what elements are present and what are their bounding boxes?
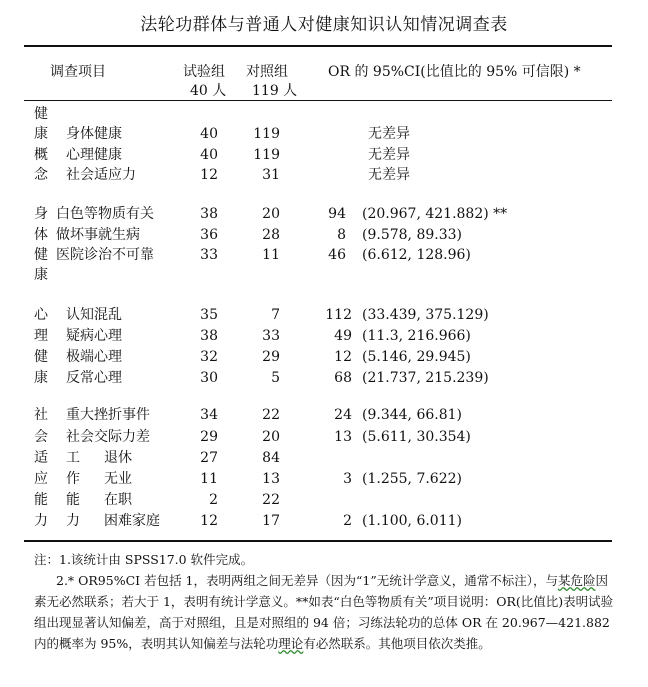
row-group1: 30 <box>200 370 218 386</box>
category-char: 社 <box>34 407 48 423</box>
row-item: 在职 <box>104 492 132 508</box>
table-notes <box>34 549 614 654</box>
row-or: 94 <box>328 206 346 222</box>
row-group1: 36 <box>200 227 218 243</box>
row-item: 社会交际力差 <box>66 429 150 445</box>
row-group2: 13 <box>262 471 280 487</box>
row-or: 68 <box>334 370 352 386</box>
category-char: 适 <box>34 450 48 466</box>
row-group1: 34 <box>200 407 218 423</box>
row-item: 疑病心理 <box>66 328 122 344</box>
category-char: 力 <box>34 513 48 529</box>
note-2 <box>34 570 614 654</box>
row-group2: 29 <box>262 349 280 365</box>
row-item: 反常心理 <box>66 370 122 386</box>
subcategory-char: 力 <box>66 513 80 529</box>
subcategory-char: 能 <box>66 492 80 508</box>
note-2-underlined: 理论 <box>278 636 304 651</box>
category-char: 健 <box>34 106 48 122</box>
header-rule <box>24 100 612 101</box>
row-item: 医院诊治不可靠 <box>56 247 154 263</box>
header-group2: 对照组 <box>246 64 288 80</box>
row-group1: 32 <box>200 349 218 365</box>
category-char: 应 <box>34 471 48 487</box>
row-item: 社会适应力 <box>66 167 136 183</box>
row-or: 13 <box>334 429 352 445</box>
row-ci: (6.612, 128.96) <box>362 247 471 263</box>
row-or: 112 <box>325 307 352 323</box>
row-group2: 119 <box>253 147 280 163</box>
row-ci: 无差异 <box>368 167 410 183</box>
subcategory-char: 工 <box>66 450 80 466</box>
row-group1: 2 <box>209 492 218 508</box>
row-group1: 29 <box>200 429 218 445</box>
row-group1: 11 <box>200 471 218 487</box>
row-group2: 11 <box>262 247 280 263</box>
category-char: 健 <box>34 349 48 365</box>
row-group1: 12 <box>200 513 218 529</box>
row-or: 2 <box>343 513 352 529</box>
row-or: 24 <box>334 407 352 423</box>
note-2-underlined: 某危险 <box>557 573 596 588</box>
row-ci: (1.100, 6.011) <box>362 513 462 529</box>
header-group1-n: 40 人 <box>190 83 227 99</box>
category-char: 理 <box>34 328 48 344</box>
category-char: 体 <box>34 227 48 243</box>
row-group2: 20 <box>262 206 280 222</box>
row-item: 无业 <box>104 471 132 487</box>
bottom-rule <box>24 540 612 542</box>
category-char: 会 <box>34 429 48 445</box>
row-group1: 27 <box>200 450 218 466</box>
row-group1: 35 <box>200 307 218 323</box>
row-ci: (21.737, 215.239) <box>362 370 489 386</box>
row-group2: 5 <box>271 370 280 386</box>
row-group2: 7 <box>271 307 280 323</box>
header-item: 调查项目 <box>50 64 106 80</box>
category-char: 康 <box>34 126 48 142</box>
category-char: 念 <box>34 167 48 183</box>
row-group2: 17 <box>262 513 280 529</box>
row-item: 做坏事就生病 <box>56 227 140 243</box>
row-or: 3 <box>343 471 352 487</box>
row-item: 重大挫折事件 <box>66 407 150 423</box>
row-ci: (5.611, 30.354) <box>362 429 471 445</box>
row-item: 心理健康 <box>66 147 122 163</box>
row-group2: 28 <box>262 227 280 243</box>
row-ci: (5.146, 29.945) <box>362 349 471 365</box>
subcategory-char: 作 <box>66 471 80 487</box>
header-or: OR 的 95%CI(比值比的 95% 可信限) * <box>328 64 581 80</box>
row-group1: 40 <box>200 147 218 163</box>
note-2-part: 因素无必然联系；若大于 1，表明有统计学意义。**如表“白色等物质有关”项目说明：OR(比值比)表明试验组出现显著认知偏差，高于对照组，且是对照组的 94 倍；习练法轮功的总体 OR 在 20.967—421.882 内的概率为 95%，表明其认知偏差与法轮功 <box>34 573 614 651</box>
row-item: 认知混乱 <box>66 307 122 323</box>
row-group2: 22 <box>262 492 280 508</box>
row-group1: 40 <box>200 126 218 142</box>
row-ci: (1.255, 7.622) <box>362 471 462 487</box>
category-char: 身 <box>34 206 48 222</box>
category-char: 能 <box>34 492 48 508</box>
category-char: 心 <box>34 307 48 323</box>
row-item: 困难家庭 <box>104 513 160 529</box>
row-item: 白色等物质有关 <box>56 206 154 222</box>
note-2-part: 2.* OR95%CI 若包括 1，表明两组之间无差异（因为“1”无统计学意义，通常不标注），与 <box>56 573 558 588</box>
header-group1: 试验组 <box>183 64 225 80</box>
row-group2: 119 <box>253 126 280 142</box>
row-ci: 无差异 <box>368 126 410 142</box>
row-group2: 33 <box>262 328 280 344</box>
row-or: 49 <box>334 328 352 344</box>
row-ci: (9.578, 89.33) <box>362 227 462 243</box>
row-ci: (11.3, 216.966) <box>362 328 471 344</box>
row-group2: 84 <box>262 450 280 466</box>
row-or: 46 <box>328 247 346 263</box>
row-group1: 38 <box>200 328 218 344</box>
row-group2: 31 <box>262 167 280 183</box>
row-or: 12 <box>334 349 352 365</box>
row-group2: 22 <box>262 407 280 423</box>
header-group2-n: 119 人 <box>252 83 298 99</box>
row-ci: (9.344, 66.81) <box>362 407 462 423</box>
row-group1: 38 <box>200 206 218 222</box>
category-char: 概 <box>34 147 48 163</box>
row-or: 8 <box>337 227 346 243</box>
category-char: 健 <box>34 247 48 263</box>
row-item: 身体健康 <box>66 126 122 142</box>
row-ci: 无差异 <box>368 147 410 163</box>
row-item: 极端心理 <box>66 349 122 365</box>
row-ci: (33.439, 375.129) <box>362 307 489 323</box>
row-group1: 12 <box>200 167 218 183</box>
row-item: 退休 <box>104 450 132 466</box>
category-char: 康 <box>34 267 48 283</box>
row-group1: 33 <box>200 247 218 263</box>
table-title: 法轮功群体与普通人对健康知识认知情况调查表 <box>140 15 508 35</box>
note-1: 注：1.该统计由 SPSS17.0 软件完成。 <box>34 552 254 567</box>
row-group2: 20 <box>262 429 280 445</box>
row-ci: (20.967, 421.882) ** <box>362 206 508 222</box>
category-char: 康 <box>34 370 48 386</box>
note-2-part: 有必然联系。其他项目依次类推。 <box>303 636 491 651</box>
top-rule <box>24 45 612 47</box>
